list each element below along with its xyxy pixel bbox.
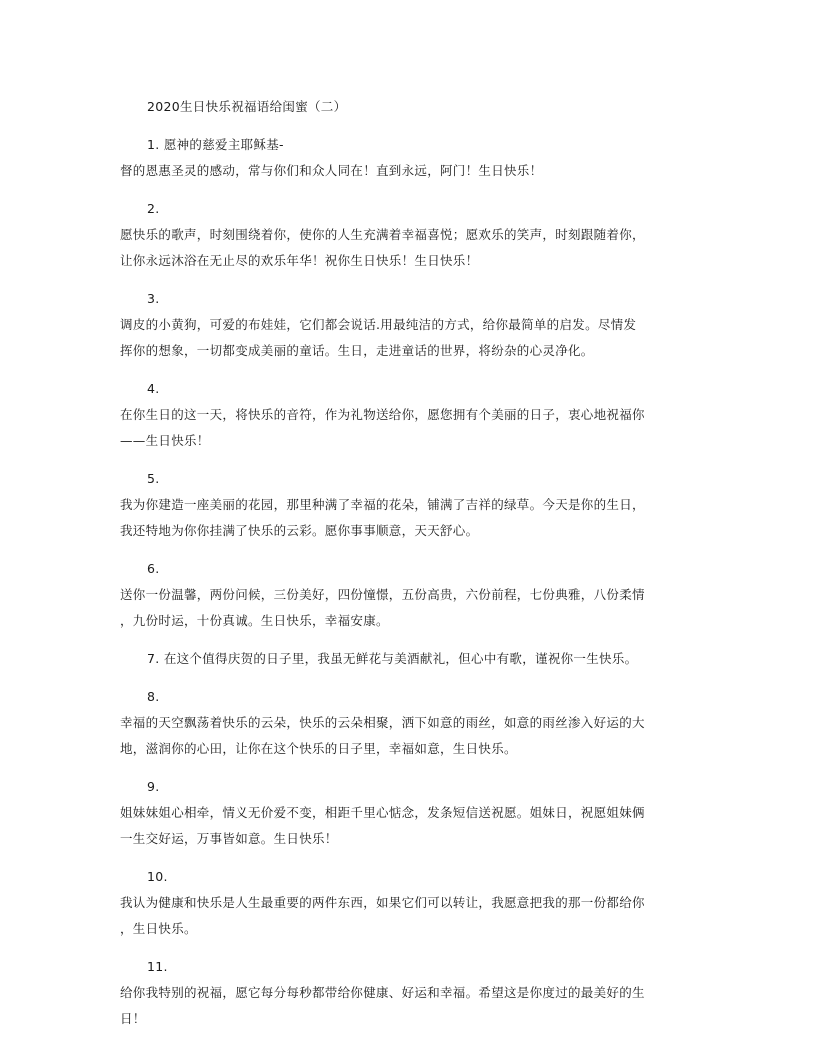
spacer <box>120 634 700 646</box>
document-body <box>120 94 700 1032</box>
spacer <box>120 544 700 556</box>
spacer <box>120 852 700 864</box>
spacer <box>120 454 700 466</box>
entry-9-line-1: 姐妹妹姐心相牵，情义无价爱不变，相距千里心惦念，发条短信送祝愿。姐妹日，祝愿姐妹俩 <box>120 805 645 820</box>
entry-9-line-2: 一生交好运，万事皆如意。生日快乐！ <box>120 831 338 846</box>
spacer <box>120 274 700 286</box>
spacer <box>120 184 700 196</box>
entry-2-number: 2. <box>147 201 160 216</box>
spacer <box>120 672 700 684</box>
entry-6-number: 6. <box>147 561 160 576</box>
spacer <box>120 762 700 774</box>
entry-8-number: 8. <box>147 689 160 704</box>
entry-4-line-2: ——生日快乐！ <box>120 433 210 448</box>
entry-number: 7. <box>147 651 160 666</box>
entry-10-number: 10. <box>147 869 168 884</box>
entry-4-number: 4. <box>147 381 160 396</box>
spacer <box>120 120 700 132</box>
entry-number: 1. <box>147 137 160 152</box>
entry-5-number: 5. <box>147 471 160 486</box>
entry-3-line-1: 调皮的小黄狗，可爱的布娃娃，它们都会说话.用最纯洁的方式，给你最简单的启发。尽情发 <box>120 317 637 332</box>
entry-10-line-2: ，生日快乐。 <box>120 921 197 936</box>
entry-7-heading <box>120 646 700 672</box>
entry-first-line: 愿神的慈爱主耶稣基- <box>163 137 284 152</box>
entry-2-line-2: 让你永远沐浴在无止尽的欢乐年华！祝你生日快乐！生日快乐！ <box>120 253 479 268</box>
entry-11-number: 11. <box>147 959 168 974</box>
entry-2-line-1: 愿快乐的歌声，时刻围绕着你，使你的人生充满着幸福喜悦；愿欢乐的笑声，时刻跟随着你， <box>120 227 645 242</box>
entry-6-line-1: 送你一份温馨，两份问候，三份美好，四份憧憬，五份高贵，六份前程，七份典雅，八份柔情 <box>120 587 645 602</box>
entry-first-line: 在这个值得庆贺的日子里，我虽无鲜花与美酒献礼，但心中有歌，谨祝你一生快乐。 <box>163 651 638 666</box>
entry-10-line-1: 我认为健康和快乐是人生最重要的两件东西，如果它们可以转让，我愿意把我的那一份都给你 <box>120 895 645 910</box>
spacer <box>120 942 700 954</box>
spacer <box>120 364 700 376</box>
entry-11-line-1: 给你我特别的祝福，愿它每分每秒都带给你健康、好运和幸福。希望这是你度过的最美好的生 <box>120 985 645 1000</box>
entry-9-number: 9. <box>147 779 160 794</box>
entry-11-line-2: 日！ <box>120 1011 146 1026</box>
document-title: 2020生日快乐祝福语给闺蜜（二） <box>147 99 347 114</box>
entry-3-number: 3. <box>147 291 160 306</box>
entry-8-line-1: 幸福的天空飘荡着快乐的云朵，快乐的云朵相聚，洒下如意的雨丝，如意的雨丝渗入好运的大 <box>120 715 645 730</box>
entry-5-line-2: 我还特地为你你挂满了快乐的云彩。愿你事事顺意，天天舒心。 <box>120 523 479 538</box>
entry-3-line-2: 挥你的想象，一切都变成美丽的童话。生日，走进童话的世界，将纷杂的心灵净化。 <box>120 343 594 358</box>
entry-5-line-1: 我为你建造一座美丽的花园，那里种满了幸福的花朵，铺满了吉祥的绿草。今天是你的生日， <box>120 497 645 512</box>
entry-1-heading <box>120 132 700 158</box>
entry-4-line-1: 在你生日的这一天，将快乐的音符，作为礼物送给你，愿您拥有个美丽的日子，衷心地祝福你 <box>120 407 645 422</box>
entry-8-line-2: 地，滋润你的心田，让你在这个快乐的日子里，幸福如意，生日快乐。 <box>120 741 517 756</box>
entry-6-line-2: ，九份时运，十份真诚。生日快乐，幸福安康。 <box>120 613 389 628</box>
entry-1-line-1: 督的恩惠圣灵的感动，常与你们和众人同在！直到永远，阿门！生日快乐！ <box>120 163 543 178</box>
